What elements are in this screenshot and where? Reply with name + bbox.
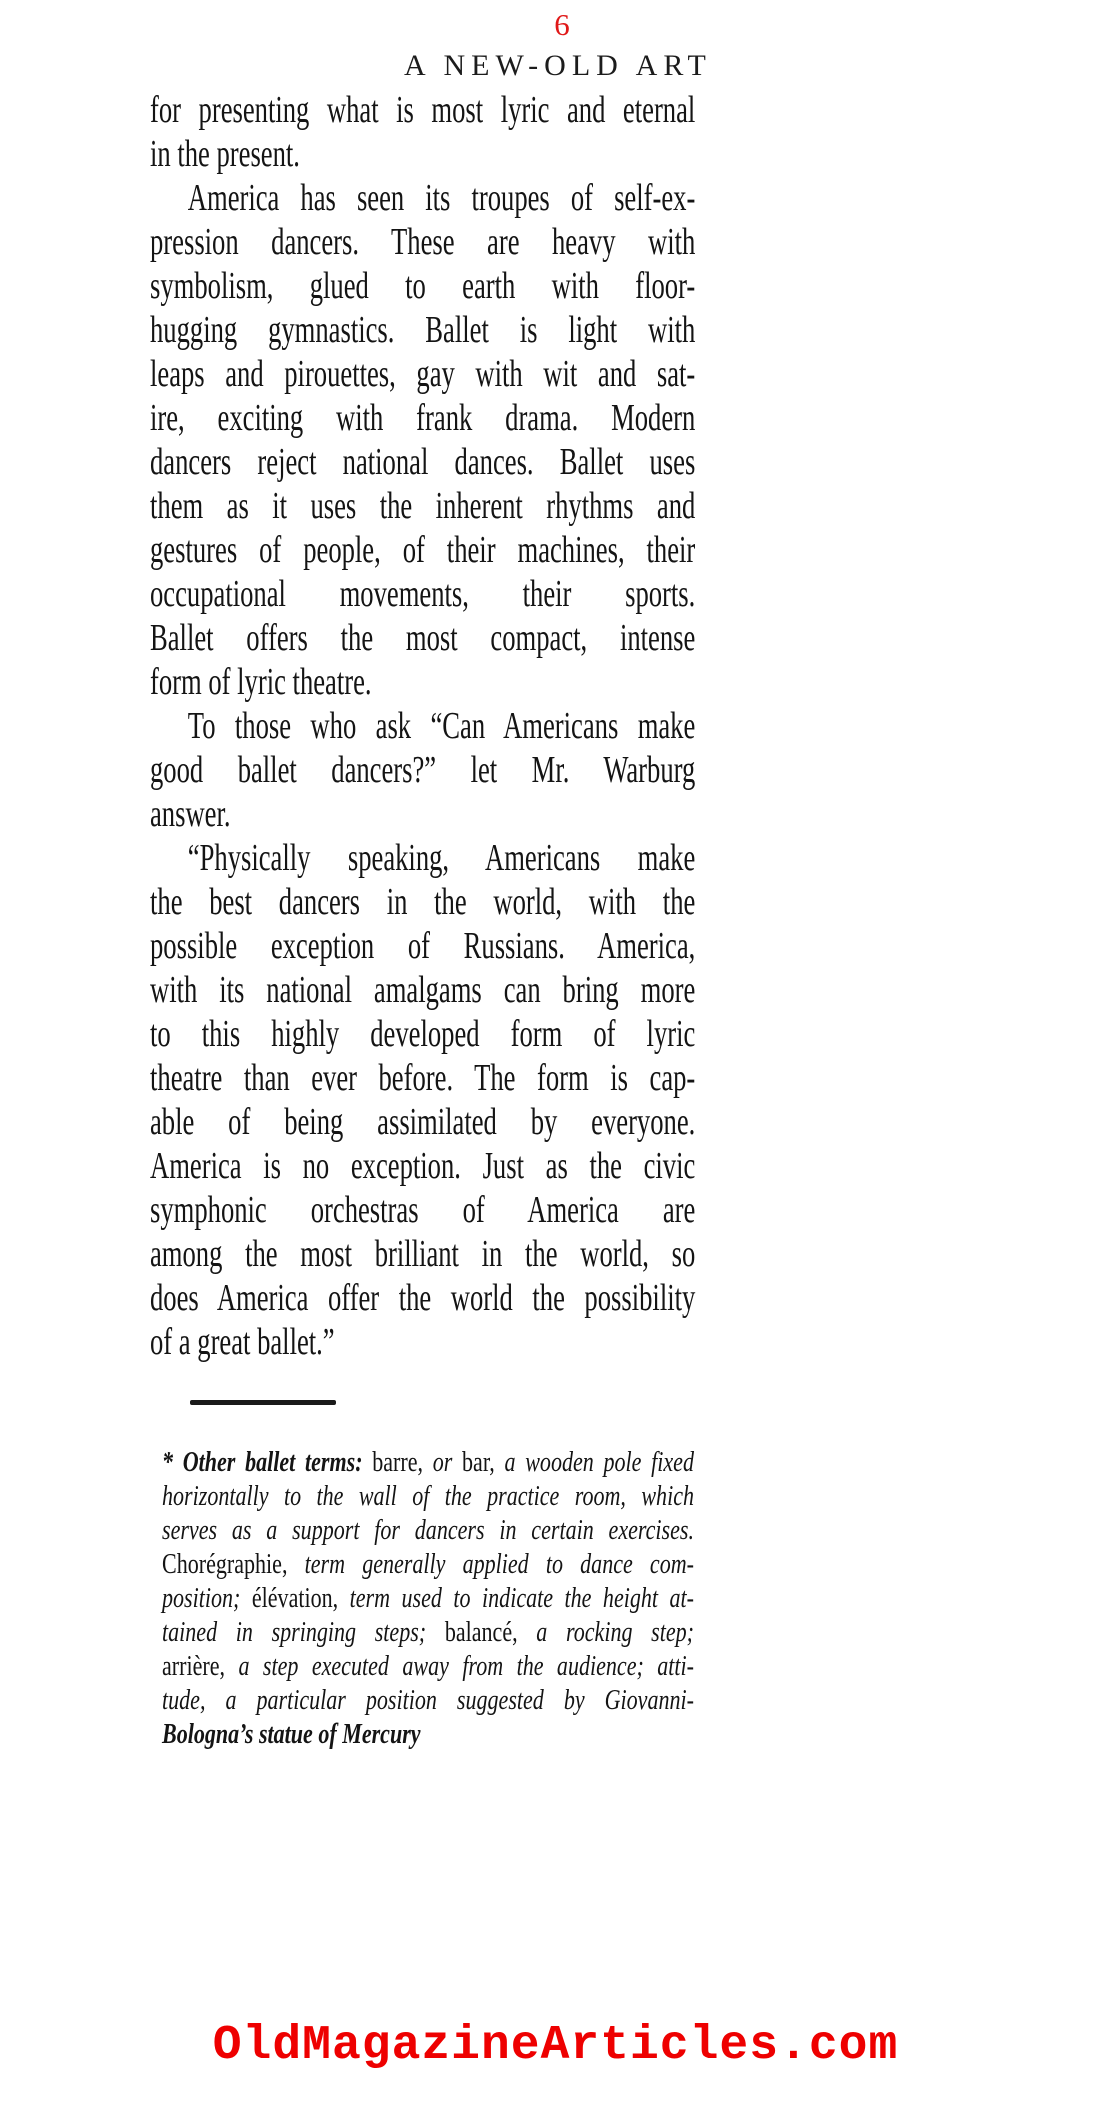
body-line: America has seen its troupes of self-ex- <box>187 177 696 219</box>
body-line: pression dancers. These are heavy with <box>150 221 696 263</box>
footnote-line <box>162 1513 694 1547</box>
body-line: theatre than ever before. The form is cap- <box>150 1057 696 1099</box>
footnote-segment: élévation, <box>251 1582 350 1614</box>
body-line: to this highly developed form of lyric <box>150 1013 696 1055</box>
body-line: leaps and pirouettes, gay with wit and sat- <box>150 353 696 395</box>
body-line: them as it uses the inherent rhythms and <box>150 485 696 527</box>
body-text-column <box>150 88 695 1364</box>
body-line: symphonic orchestras of America are <box>150 1189 696 1231</box>
body-line: answer. <box>150 793 231 835</box>
footnote-segment: tude, a particular position suggested by Giovanni- <box>162 1684 694 1716</box>
body-line: good ballet dancers?” let Mr. Warburg <box>150 749 696 791</box>
footnote-segment: or <box>432 1446 463 1478</box>
footnote-line <box>162 1479 694 1513</box>
body-line: To those who ask “Can Americans make <box>187 705 696 747</box>
footnote-segment: a wooden pole fixed <box>504 1446 694 1478</box>
body-line: does America offer the world the possibility <box>150 1277 696 1319</box>
footnote-segment: bar, <box>462 1446 505 1478</box>
body-line: symbolism, glued to earth with floor- <box>150 265 696 307</box>
footnote-line <box>162 1717 694 1751</box>
body-line: in the present. <box>150 133 300 175</box>
footnote-segment: Chorégraphie, <box>162 1548 305 1580</box>
watermark-url: OldMagazineArticles.com <box>212 2019 899 2073</box>
footnote-segment: * Other ballet terms: <box>162 1446 373 1478</box>
footnote-line <box>162 1649 694 1683</box>
body-line: among the most brilliant in the world, so <box>150 1233 696 1275</box>
body-line: America is no exception. Just as the civic <box>150 1145 696 1187</box>
body-line: with its national amalgams can bring more <box>150 969 696 1011</box>
body-line: able of being assimilated by everyone. <box>150 1101 696 1143</box>
footnote-segment: term used to indicate the height at- <box>349 1582 694 1614</box>
body-line: dancers reject national dances. Ballet uses <box>150 441 696 483</box>
article-body <box>150 88 710 1364</box>
footnote-segment: tained in springing steps; <box>162 1616 445 1648</box>
footnote-line <box>162 1445 694 1479</box>
body-line: Ballet offers the most compact, intense <box>150 617 696 659</box>
body-line: ire, exciting with frank drama. Modern <box>150 397 696 439</box>
body-line: hugging gymnastics. Ballet is light with <box>150 309 696 351</box>
footnote-segment: arrière, <box>162 1650 239 1682</box>
footnote <box>162 1445 707 1751</box>
body-line: occupational movements, their sports. <box>150 573 696 615</box>
footnote-text-column <box>162 1445 694 1751</box>
footnote-segment: horizontally to the wall of the practice room, which <box>162 1480 694 1512</box>
body-line: for presenting what is most lyric and eternal <box>150 89 696 131</box>
footnote-segment: a rocking step; <box>536 1616 695 1648</box>
footnote-segment: balancé, <box>444 1616 537 1648</box>
footnote-segment: a step executed away from the audience; atti- <box>238 1650 694 1682</box>
footnote-line <box>162 1581 694 1615</box>
body-line: form of lyric theatre. <box>150 661 372 703</box>
body-line: “Physically speaking, Americans make <box>187 837 696 879</box>
body-line: of a great ballet.” <box>150 1321 335 1363</box>
footnote-line <box>162 1547 694 1581</box>
footnote-segment: barre, <box>372 1446 433 1478</box>
footnote-segment: term generally applied to dance com- <box>304 1548 694 1580</box>
footnote-segment: position; <box>162 1582 252 1614</box>
page-number: 6 <box>554 7 570 42</box>
body-line: gestures of people, of their machines, their <box>150 529 696 571</box>
footnote-segment: serves as a support for dancers in certain exercises. <box>162 1514 694 1546</box>
footnote-divider <box>190 1400 336 1405</box>
footnote-segment: Bologna’s statue of Mercury <box>162 1718 421 1750</box>
article-title: A NEW-OLD ART <box>404 49 712 82</box>
body-line: possible exception of Russians. America, <box>150 925 696 967</box>
body-line: the best dancers in the world, with the <box>150 881 696 923</box>
footnote-line <box>162 1683 694 1717</box>
footnote-line <box>162 1615 694 1649</box>
